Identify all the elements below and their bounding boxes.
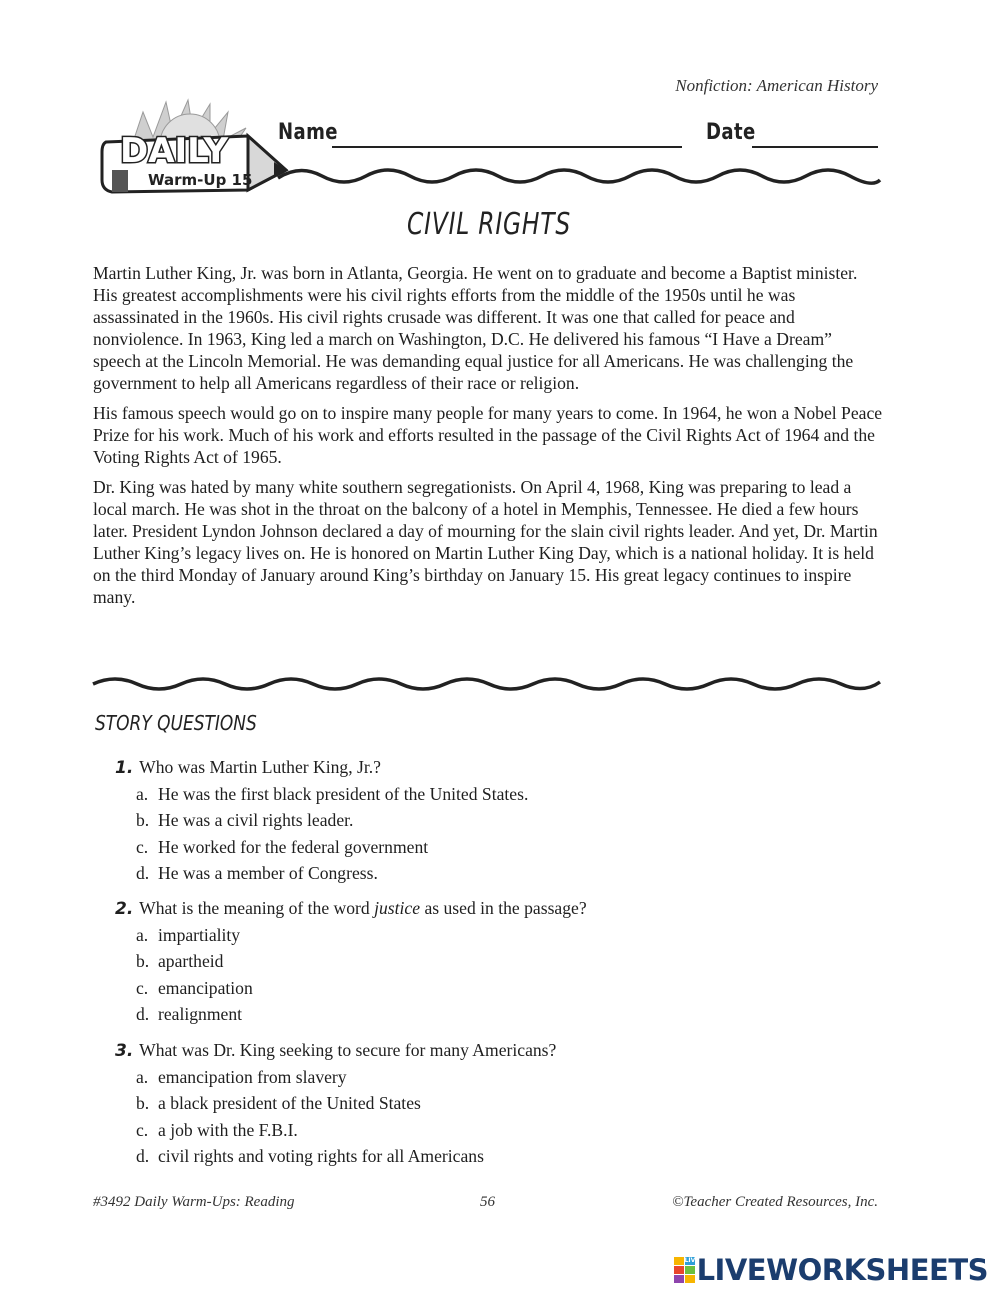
page-title: CIVIL RIGHTS bbox=[406, 207, 572, 242]
answer-option[interactable] bbox=[115, 781, 528, 808]
subject-label: Nonfiction: American History bbox=[675, 76, 878, 95]
date-field[interactable] bbox=[752, 146, 878, 148]
option-letter: a. bbox=[136, 924, 149, 945]
option-letter: b. bbox=[136, 810, 150, 830]
emphasized-word: justice bbox=[374, 898, 421, 918]
option-letter: c. bbox=[136, 1119, 149, 1140]
option-text: He was a member of Congress. bbox=[158, 863, 378, 883]
liveworksheets-blocks-icon: LIVE bbox=[674, 1257, 694, 1283]
section-wave-divider bbox=[93, 672, 880, 702]
option-letter: d. bbox=[136, 1004, 150, 1024]
answer-option[interactable] bbox=[115, 1001, 587, 1028]
header-wave-divider bbox=[278, 160, 880, 190]
footer-copyright: ©Teacher Created Resources, Inc. bbox=[672, 1194, 878, 1210]
daily-warmup-logo bbox=[98, 92, 298, 202]
option-letter: b. bbox=[136, 951, 150, 971]
passage-paragraph-1: Martin Luther King, Jr. was born in Atlanta, Georgia. He went on to graduate and become a Baptist minister. His greatest accomplishments were his civil rights efforts from the middle of the 1950s until he was assassinated in the 1960s. His civil rights crusade was different. It was one that called for peace and nonviolence. In 1963, King led a march on Washington, D.C. He delivered his famous “I Have a Dream” speech at the Lincoln Memorial. He was demanding equal justice for all Americans. He was challenging the government to help all Americans regardless of their race or religion. bbox=[93, 263, 858, 393]
name-label: Name bbox=[278, 120, 338, 145]
answer-option[interactable] bbox=[115, 807, 528, 834]
option-letter: d. bbox=[136, 863, 150, 883]
answer-option[interactable] bbox=[115, 948, 587, 975]
answer-option[interactable] bbox=[115, 1117, 556, 1144]
option-text: a job with the F.B.I. bbox=[158, 1119, 298, 1140]
question-stem bbox=[115, 754, 528, 781]
option-text: emancipation from slavery bbox=[158, 1066, 347, 1087]
answer-option[interactable] bbox=[115, 1064, 556, 1091]
date-label: Date bbox=[706, 120, 756, 145]
logo-daily-text: DAILY bbox=[120, 131, 229, 171]
passage-paragraph-3: Dr. King was hated by many white southern segregationists. On April 4, 1968, King was preparing to lead a local march. He was shot in the throat on the balcony of a hotel in Memphis, Tennessee. He died a few hours later. President Lyndon Johnson declared a day of mourning for the slain civil rights leader. And yet, Dr. Martin Luther King’s legacy lives on. He is honored on Martin Luther King Day, which is a national holiday. It is held on the third Monday of January around King’s birthday on January 15. His great legacy continues to inspire many. bbox=[93, 477, 878, 607]
answer-option[interactable] bbox=[115, 1143, 556, 1170]
passage-paragraph-2: His famous speech would go on to inspire many people for many years to come. In 1964, he won a Nobel Peace Prize for his work. Much of his work and efforts resulted in the passage of the Civil Rights Act of 1964 and the Voting Rights Act of 1965. bbox=[93, 403, 883, 467]
reading-passage bbox=[93, 262, 883, 616]
liveworksheets-logo[interactable] bbox=[674, 1253, 988, 1287]
answer-option[interactable] bbox=[115, 922, 587, 949]
question-1 bbox=[115, 754, 528, 887]
liveworksheets-text: LIVEWORKSHEETS bbox=[696, 1253, 988, 1287]
question-2 bbox=[115, 895, 587, 1028]
answer-option[interactable] bbox=[115, 834, 528, 861]
option-text: civil rights and voting rights for all Americans bbox=[158, 1146, 484, 1166]
question-text: What was Dr. King seeking to secure for many Americans? bbox=[139, 1040, 557, 1060]
story-questions-heading: STORY QUESTIONS bbox=[95, 711, 257, 735]
option-letter: a. bbox=[136, 1066, 149, 1087]
option-text: He was a civil rights leader. bbox=[158, 810, 354, 830]
question-number: 1. bbox=[115, 758, 134, 778]
question-number: 2. bbox=[115, 899, 134, 919]
option-text: He worked for the federal government bbox=[158, 836, 429, 857]
option-text: a black president of the United States bbox=[158, 1093, 421, 1113]
footer-book-title: #3492 Daily Warm-Ups: Reading bbox=[93, 1194, 295, 1210]
option-letter: b. bbox=[136, 1093, 150, 1113]
question-text: What is the meaning of the word justice as used in the passage? bbox=[139, 898, 587, 918]
option-letter: c. bbox=[136, 836, 149, 857]
option-letter: c. bbox=[136, 977, 149, 998]
option-letter: a. bbox=[136, 783, 149, 804]
question-text: Who was Martin Luther King, Jr.? bbox=[139, 757, 381, 777]
answer-option[interactable] bbox=[115, 860, 528, 887]
option-text: He was the first black president of the United States. bbox=[158, 783, 529, 804]
name-field[interactable] bbox=[332, 146, 682, 148]
option-letter: d. bbox=[136, 1146, 150, 1166]
question-number: 3. bbox=[115, 1041, 134, 1061]
question-stem bbox=[115, 1037, 556, 1064]
answer-option[interactable] bbox=[115, 1090, 556, 1117]
option-text: impartiality bbox=[158, 924, 241, 945]
option-text: emancipation bbox=[158, 977, 253, 998]
question-stem bbox=[115, 895, 587, 922]
footer-page-number: 56 bbox=[480, 1194, 495, 1210]
logo-warmup-text: Warm-Up 15 bbox=[148, 171, 253, 189]
answer-option[interactable] bbox=[115, 975, 587, 1002]
option-text: realignment bbox=[158, 1004, 243, 1024]
question-3 bbox=[115, 1037, 556, 1170]
option-text: apartheid bbox=[158, 951, 224, 971]
